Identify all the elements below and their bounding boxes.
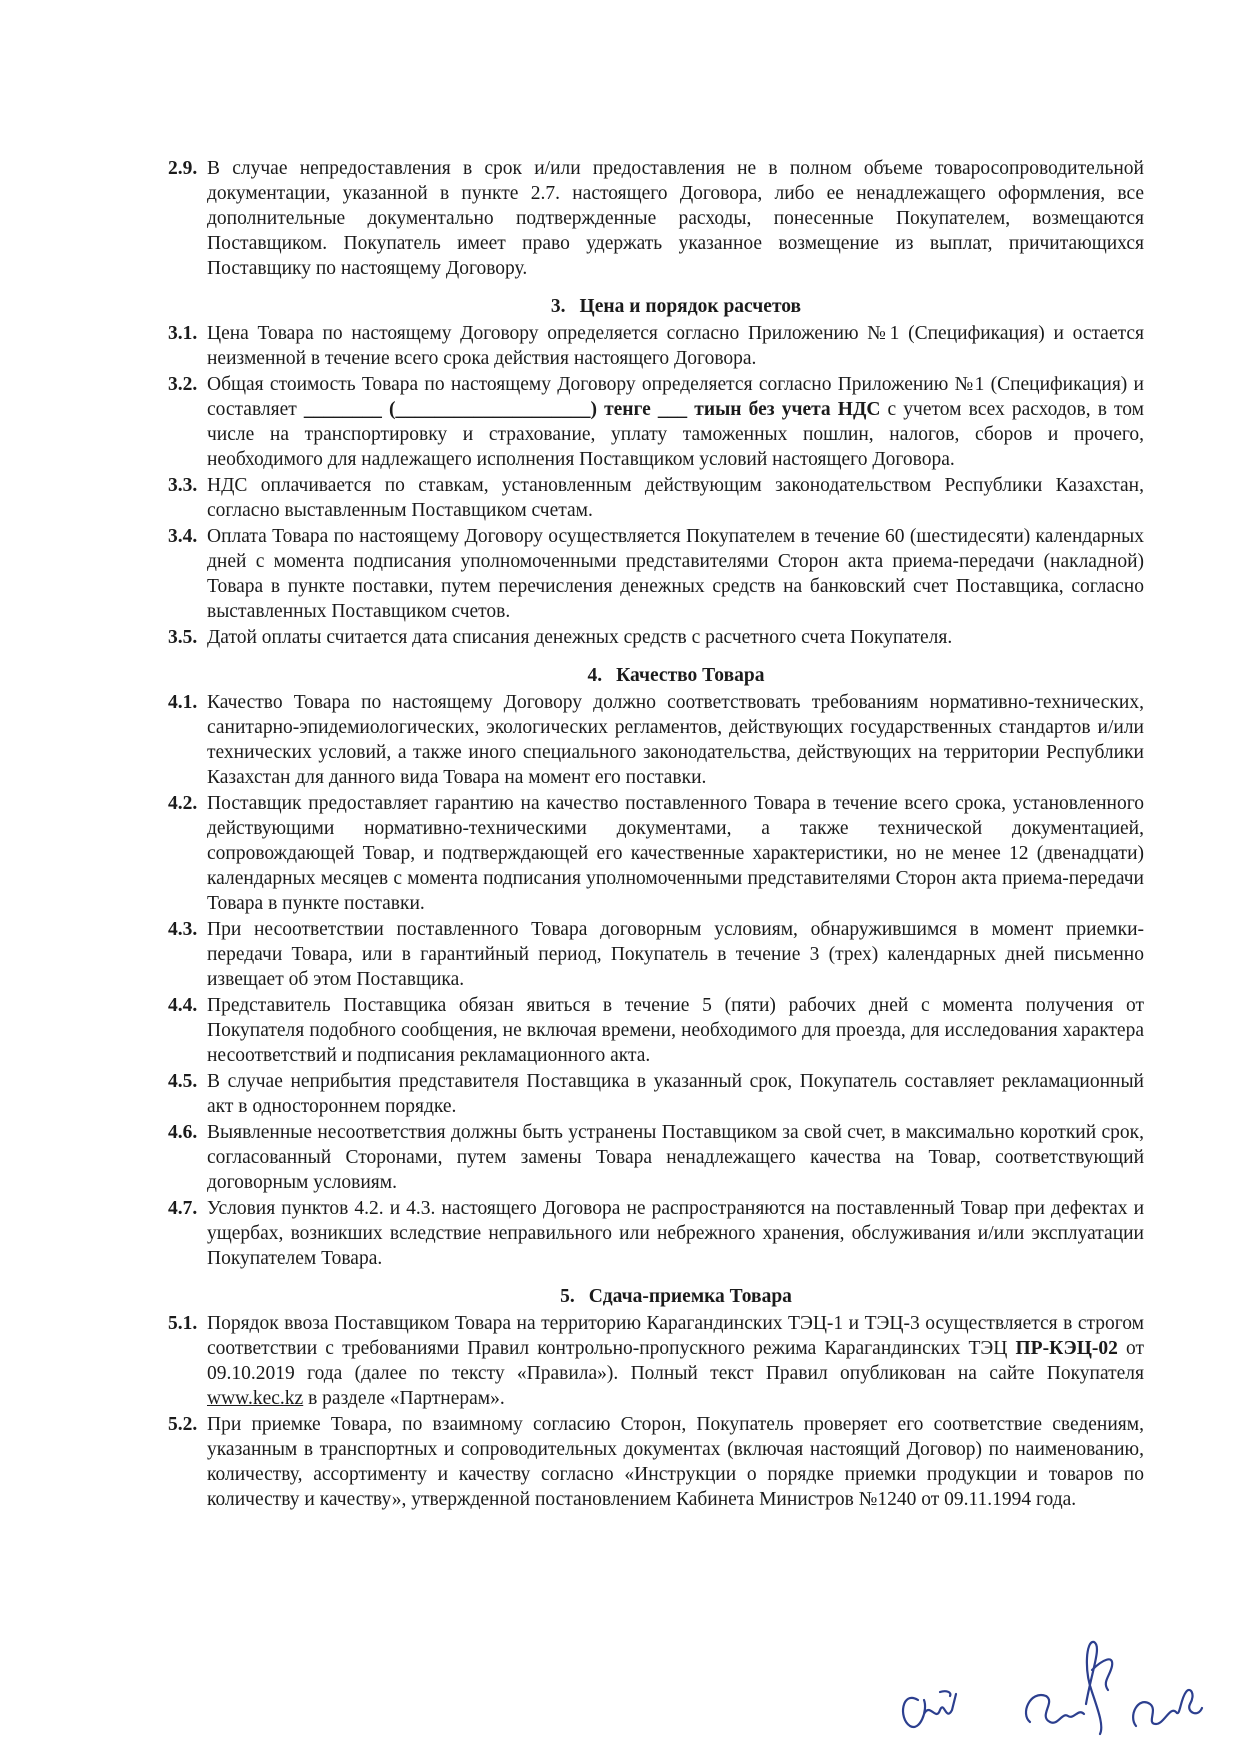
website-link[interactable]: www.kec.kz	[207, 1388, 304, 1409]
clause-number: 3.1.	[168, 323, 198, 344]
clause-number: 4.3.	[168, 919, 198, 940]
section-title: Качество Товара	[616, 665, 765, 686]
section-4-heading	[168, 663, 1144, 688]
price-blank: ________ (____________________) тенге ___ тиын без учета НДС	[303, 399, 881, 420]
clause-number: 5.1.	[168, 1313, 198, 1334]
clause-number: 4.2.	[168, 793, 198, 814]
clause-number: 3.3.	[168, 475, 198, 496]
clause-text: Датой оплаты считается дата списания денежных средств с расчетного счета Покупателя.	[207, 627, 953, 648]
section-5-heading	[168, 1284, 1144, 1309]
clause-4-1	[168, 690, 1144, 790]
clause-4-5	[168, 1069, 1144, 1119]
clause-text: Общая стоимость Товара по настоящему Договору определяется согласно Приложению №1 (Спецификация) и составляет	[207, 374, 1144, 420]
clause-text: Условия пунктов 4.2. и 4.3. настоящего Договора не распространяются на поставленный Товар при дефектах и ущербах, возникших вследствие неправильного или небрежного хранения, обслуживания и/или эксплуатации Покупателем Товара.	[207, 1198, 1144, 1269]
clause-text: Поставщик предоставляет гарантию на качество поставленного Товара в течение всего срока, установленного действующими нормативно-техническими документами, а также технической документацией, сопровождающей Товар, и подтверждающей его качественные характеристики, но не менее 12 (двенадцати) календарных месяцев с момента подписания уполномоченными представителями Сторон акта приема-передачи Товара в пункте поставки.	[207, 793, 1144, 914]
clause-text: Цена Товара по настоящему Договору определяется согласно Приложению №1 (Спецификация) и остается неизменной в течение всего срока действия настоящего Договора.	[207, 323, 1144, 369]
clause-number: 2.9.	[168, 158, 198, 179]
clause-3-2	[168, 372, 1144, 472]
signatures	[880, 1630, 1210, 1740]
clause-number: 4.1.	[168, 692, 198, 713]
clause-text: Представитель Поставщика обязан явиться в течение 5 (пяти) рабочих дней с момента получения от Покупателя подобного сообщения, не включая времени, необходимого для проезда, для исследования характера несоответствий и подписания рекламационного акта.	[207, 995, 1144, 1066]
clause-4-3	[168, 917, 1144, 992]
clause-text: При приемке Товара, по взаимному согласию Сторон, Покупатель проверяет его соответствие сведениям, указанным в транспортных и сопроводительных документах (включая настоящий Договор) по наименованию, количеству, ассортименту и качеству согласно «Инструкции о порядке приемки продукции и товаров по количеству и качеству», утвержденной постановлением Кабинета Министров №1240 от 09.11.1994 года.	[207, 1414, 1144, 1510]
clause-text: В случае непредоставления в срок и/или предоставления не в полном объеме товаросопроводительной документации, указанной в пункте 2.7. настоящего Договора, либо ее ненадлежащего оформления, все дополнительные документально подтвержденные расходы, понесенные Покупателем, возмещаются Поставщиком. Покупатель имеет право удержать указанное возмещение из выплат, причитающихся Поставщику по настоящему Договору.	[207, 158, 1144, 279]
contract-body	[168, 156, 1144, 1513]
clause-number: 3.4.	[168, 526, 198, 547]
section-title: Цена и порядок расчетов	[579, 296, 802, 317]
clause-text-cont: от 09.10.2019 года (далее по тексту «Правила»). Полный текст Правил опубликован на сайте Покупателя	[207, 1338, 1145, 1384]
handwritten-signatures	[880, 1630, 1210, 1740]
clause-number: 3.2.	[168, 374, 198, 395]
clause-3-1	[168, 321, 1144, 371]
rules-code: ПР-КЭЦ-02	[1015, 1338, 1118, 1359]
clause-text: НДС оплачивается по ставкам, установленным действующим законодательством Республики Казахстан, согласно выставленным Поставщиком счетам.	[207, 475, 1144, 521]
clause-text-cont: с учетом всех расходов, в том числе на транспортировку и страхование, уплату таможенных пошлин, налогов, сборов и прочего, необходимого для надлежащего исполнения Поставщиком условий настоящего Договора.	[207, 399, 1144, 470]
signature-1	[903, 1691, 956, 1727]
section-number: 3.	[550, 296, 566, 317]
clause-4-7	[168, 1196, 1144, 1271]
clause-text: Выявленные несоответствия должны быть устранены Поставщиком за свой счет, в максимально короткий срок, согласованный Сторонами, путем замены Товара ненадлежащего качества на Товар, соответствующий договорным условиям.	[207, 1122, 1144, 1193]
section-number: 4.	[587, 665, 603, 686]
clause-text: В случае неприбытия представителя Поставщика в указанный срок, Покупатель составляет рекламационный акт в одностороннем порядке.	[207, 1071, 1144, 1117]
section-title: Сдача-приемка Товара	[588, 1286, 792, 1307]
signature-2	[1026, 1642, 1112, 1734]
clause-number: 4.4.	[168, 995, 198, 1016]
clause-2-9	[168, 156, 1144, 281]
clause-text-end: в разделе «Партнерам».	[303, 1388, 505, 1409]
clause-3-3	[168, 473, 1144, 523]
clause-5-2	[168, 1412, 1144, 1512]
clause-4-6	[168, 1120, 1144, 1195]
clause-text: Оплата Товара по настоящему Договору осуществляется Покупателем в течение 60 (шестидесяти) календарных дней с момента подписания уполномоченными представителями Сторон акта приема-передачи (накладной) Товара в пункте поставки, путем перечисления денежных средств на банковский счет Поставщика, согласно выставленных Поставщиком счетов.	[207, 526, 1144, 622]
section-3-heading	[168, 294, 1144, 319]
signature-3	[1133, 1690, 1202, 1726]
clause-number: 3.5.	[168, 627, 198, 648]
clause-number: 5.2.	[168, 1414, 198, 1435]
clause-4-4	[168, 993, 1144, 1068]
clause-3-5	[168, 625, 1144, 650]
clause-4-2	[168, 791, 1144, 916]
clause-text: При несоответствии поставленного Товара договорным условиям, обнаружившимся в момент приемки-передачи Товара, или в гарантийный период, Покупатель в течение 3 (трех) календарных дней письменно извещает об этом Поставщика.	[207, 919, 1144, 990]
clause-number: 4.6.	[168, 1122, 198, 1143]
section-number: 5.	[560, 1286, 575, 1307]
clause-5-1	[168, 1311, 1144, 1411]
clause-text: Качество Товара по настоящему Договору должно соответствовать требованиям нормативно-технических, санитарно-эпидемиологических, экологических регламентов, действующих государственных стандартов и/или технических условий, а также иного специального законодательства, действующих на территории Республики Казахстан для данного вида Товара на момент его поставки.	[207, 692, 1144, 788]
clause-text: Порядок ввоза Поставщиком Товара на территорию Карагандинских ТЭЦ-1 и ТЭЦ-3 осуществляется в строгом соответствии с требованиями Правил контрольно-пропускного режима Карагандинских ТЭЦ	[207, 1313, 1144, 1359]
clause-3-4	[168, 524, 1144, 624]
clause-number: 4.5.	[168, 1071, 198, 1092]
clause-number: 4.7.	[168, 1198, 198, 1219]
